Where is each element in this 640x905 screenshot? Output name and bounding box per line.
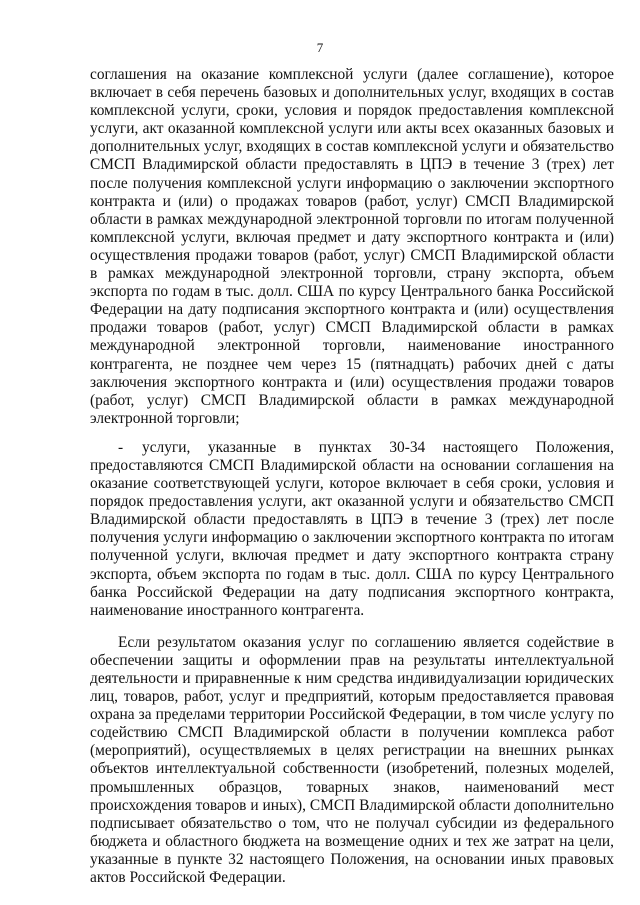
paragraph-services-30-34-text: услуги, указанные в пунктах 30-34 настоящего Положения, предоставляются СМСП Владимирской области на основании соглашения на оказание соответствующей услуги, которое включает в себя сроки, условия и порядок предоставления услуги, акт оказанной услуги и обязательство СМСП Владимирской области предоставлять в ЦПЭ в течение 3 (трех) лет после получения услуги информацию о заключении экспортного контракта по итогам полученной услуги, включая предмет и дату экспортного контракта страну экспорта, объем экспорта по годам в тыс. долл. США по курсу Центрального банка Российской Федерации на дату подписания экспортного контракта, наименование иностранного контрагента. xyxy=(90,438,614,619)
paragraph-services-30-34 xyxy=(90,439,614,620)
paragraph-agreement-continuation: соглашения на оказание комплексной услуги (далее соглашение), которое включает в себя перечень базовых и дополнительных услуг, входящих в состав комплексной услуги, сроки, условия и порядок предоставления комплексной услуги, акт оказанной комплексной услуги или акты всех оказанных базовых и дополнительных услуг, входящих в состав комплексной услуги и обязательство СМСП Владимирской области предоставлять в ЦПЭ в течение 3 (трех) лет после получения комплексной услуги информацию о заключении экспортного контракта и (или) о продажах товаров (работ, услуг) СМСП Владимирской области в рамках международной электронной торговли по итогам полученной комплексной услуги, включая предмет и дату экспортного контракта и (или) осуществления продажи товаров (работ, услуг) СМСП Владимирской области в рамках международной электронной торговли, страну экспорта, объем экспорта по годам в тыс. долл. США по курсу Центрального банка Российской Федерации на дату подписания экспортного контракта и (или) осуществления продажи товаров (работ, услуг) СМСП Владимирской области в рамках международной электронной торговли, наименование иностранного контрагента, не позднее чем через 15 (пятнадцать) рабочих дней с даты заключения экспортного контракта и (или) осуществления продажи товаров (работ, услуг) СМСП Владимирской области в рамках международной электронной торговли; xyxy=(90,66,614,427)
list-dash: - xyxy=(118,438,124,456)
page-number: 7 xyxy=(316,40,324,55)
document-body xyxy=(90,66,614,887)
paragraph-ip-protection: Если результатом оказания услуг по соглашению является содействие в обеспечении защиты и оформлении прав на результаты интеллектуальной деятельности и приравненные к ним средства индивидуализации юридических лиц, товаров, работ, услуг и предприятий, которым предоставляется правовая охрана за пределами территории Российской Федерации, в том числе услугу по содействию СМСП Владимирской области в получении комплекса работ (мероприятий), осуществляемых в целях регистрации на внешних рынках объектов интеллектуальной собственности (изобретений, полезных моделей, промышленных образцов, товарных знаков, наименований мест происхождения товаров и иных), СМСП Владимирской области дополнительно подписывает обязательство о том, что не получал субсидии из федерального бюджета и областного бюджета на возмещение одних и тех же затрат на цели, указанные в пункте 32 настоящего Положения, на основании иных правовых актов Российской Федерации. xyxy=(90,633,614,887)
